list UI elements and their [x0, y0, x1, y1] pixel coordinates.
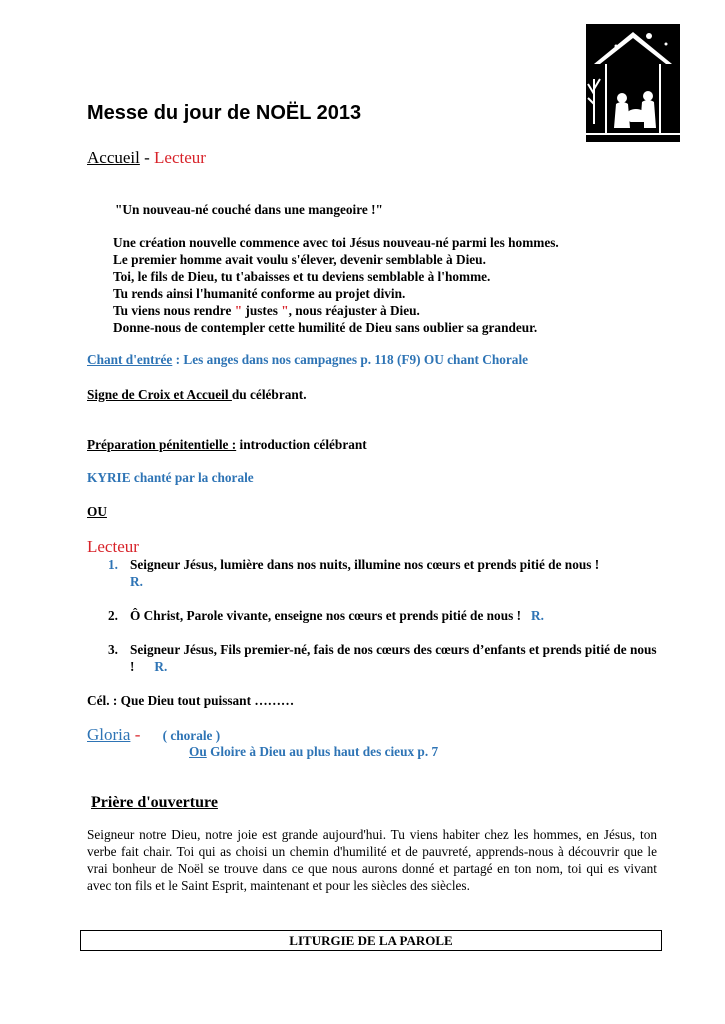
- intro-line: [113, 302, 633, 319]
- intro-text-part: justes: [242, 303, 282, 318]
- prep-label: Préparation pénitentielle :: [87, 437, 237, 452]
- gloria-separator: -: [130, 725, 145, 744]
- chant-text: : Les anges dans nos campagnes p. 118 (F9) OU chant Chorale: [172, 352, 529, 367]
- priere-heading: Prière d'ouverture: [91, 794, 218, 811]
- celebrant-line: Cél. : Que Dieu tout puissant ………: [87, 693, 295, 708]
- list-item: [108, 556, 668, 590]
- ou-label: OU: [87, 504, 107, 519]
- preparation-penitentielle: [87, 436, 367, 453]
- signe-label: Signe de Croix et Accueil: [87, 387, 232, 402]
- intro-text-part: , nous réajuster à Dieu.: [288, 303, 420, 318]
- intro-quote: "Un nouveau-né couché dans une mangeoire !": [115, 202, 383, 217]
- gloria-chorale: ( chorale ): [162, 728, 221, 743]
- intro-text: [113, 234, 633, 336]
- accueil-role: Lecteur: [154, 148, 206, 167]
- lecteur-heading: Lecteur: [87, 537, 139, 556]
- page-title: Messe du jour de NOËL 2013: [87, 102, 362, 124]
- intro-text-part: Tu viens nous rendre: [113, 303, 235, 318]
- item-text: Ô Christ, Parole vivante, enseigne nos cœurs et prends pitié de nous !: [130, 608, 522, 623]
- accueil-heading: [87, 148, 206, 168]
- intro-line: Une création nouvelle commence avec toi Jésus nouveau-né parmi les hommes.: [113, 235, 559, 250]
- gloria-ou: Ou: [189, 744, 207, 759]
- gloria-heading: [87, 725, 220, 745]
- item-text: Seigneur Jésus, Fils premier-né, fais de nos cœurs des cœurs d’enfants et prends pitié de nous !: [130, 642, 657, 674]
- gloria-alternative: [189, 743, 438, 760]
- prep-text: introduction célébrant: [236, 437, 367, 452]
- intro-line: Donne-nous de contempler cette humilité de Dieu sans oublier sa grandeur.: [113, 320, 538, 335]
- response-r: R.: [154, 659, 168, 674]
- item-number: 1.: [108, 557, 118, 572]
- intro-line: Toi, le fils de Dieu, tu t'abaisses et tu deviens semblable à l'homme.: [113, 269, 491, 284]
- gloria-label: Gloria: [87, 725, 131, 744]
- nativity-scene-icon: [586, 24, 680, 142]
- priere-text: Seigneur notre Dieu, notre joie est grande aujourd'hui. Tu viens habiter chez les hommes, en Jésus, ton verbe fait chair. Toi qui as choisi un chemin d'humilité et de pauvreté, apprends-nous à découvrir que le vrai bonheur de Noël se trouve dans ce que nous aurons donné et partagé en ton nom, toi qui es vivant avec ton fils et le Saint Esprit, maintenant et pour les siècles des siècles.: [87, 827, 657, 893]
- list-item: [108, 607, 668, 624]
- accueil-separator: -: [139, 148, 155, 167]
- intro-line: Le premier homme avait voulu s'élever, devenir semblable à Dieu.: [113, 252, 486, 267]
- litany-list: [108, 556, 668, 692]
- item-text: Seigneur Jésus, lumière dans nos nuits, illumine nos cœurs et prends pitié de nous !: [130, 557, 600, 572]
- response-r: R.: [531, 608, 544, 623]
- response-r: R.: [130, 574, 143, 589]
- quote-mark: ": [234, 303, 243, 318]
- chant-label: Chant d'entrée: [87, 352, 173, 367]
- liturgie-box: LITURGIE DE LA PAROLE: [80, 930, 662, 951]
- list-item: [108, 641, 668, 675]
- item-number: 2.: [108, 608, 118, 623]
- chant-entree: [87, 351, 528, 368]
- intro-line: Tu rends ainsi l'humanité conforme au projet divin.: [113, 286, 406, 301]
- kyrie-line: KYRIE chanté par la chorale: [87, 470, 254, 485]
- quote-mark: ": [281, 303, 289, 318]
- signe-text: du célébrant.: [231, 387, 307, 402]
- item-number: 3.: [108, 642, 118, 657]
- signe-croix: [87, 386, 307, 403]
- gloria-text: Gloire à Dieu au plus haut des cieux p. 7: [206, 744, 439, 759]
- accueil-label: Accueil: [87, 148, 140, 167]
